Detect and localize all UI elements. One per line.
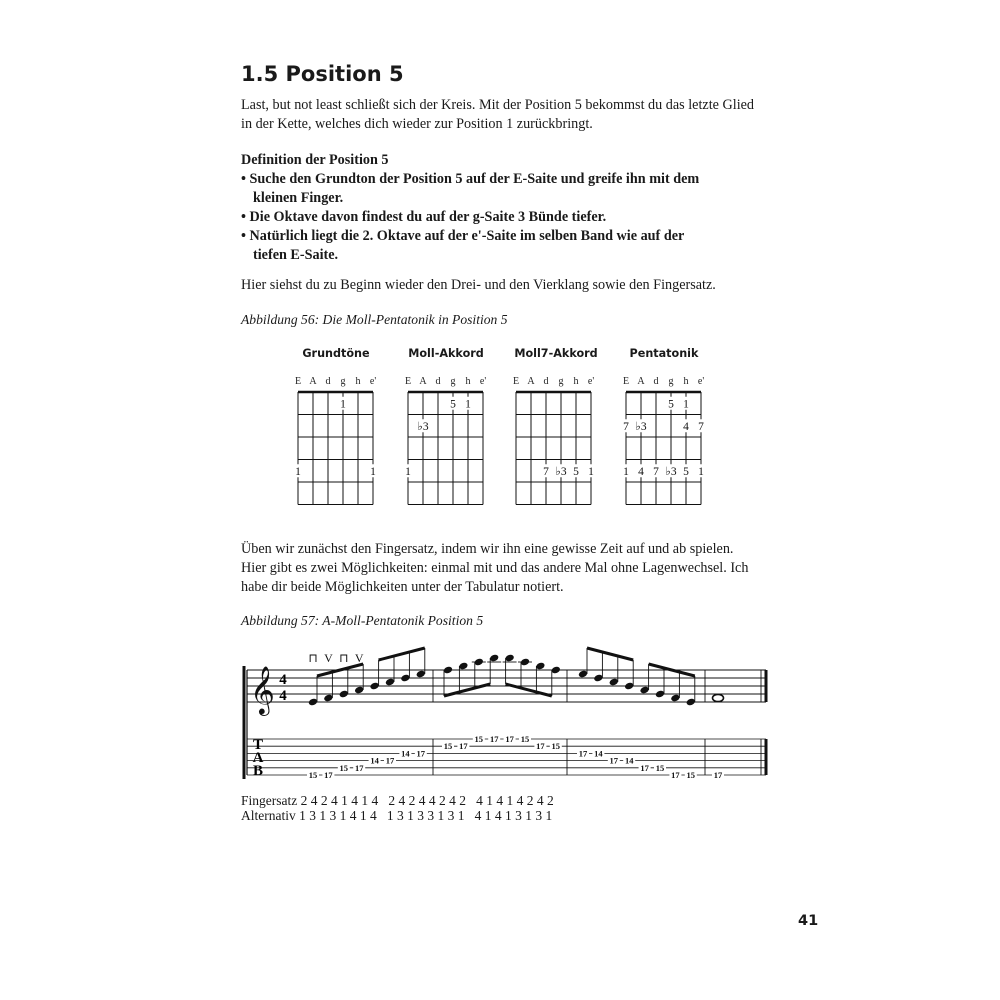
diagram-title-pentatonik: Pentatonik	[629, 347, 699, 360]
notation-and-tab	[0, 640, 1000, 800]
treble-clef: 𝄞	[250, 668, 275, 714]
fingersatz-row	[241, 793, 554, 809]
tab-number: 15	[474, 734, 484, 744]
fret-mark: 7	[543, 465, 549, 478]
tab-number: 17	[354, 762, 364, 773]
figure-56-caption: Abbildung 56: Die Moll-Pentatonik in Position 5	[241, 312, 508, 327]
fingersatz-label: Fingersatz	[241, 793, 298, 808]
tab-number: 15	[443, 741, 453, 752]
tab-number: 17	[640, 762, 649, 773]
string-name-label: g	[340, 376, 346, 387]
tab-number: 17	[324, 770, 333, 780]
tab-number: 17	[671, 770, 680, 780]
tab-number: 17	[459, 741, 468, 752]
fret-mark: 1	[623, 465, 629, 478]
string-name-label: d	[325, 376, 331, 387]
fret-mark: ♭3	[665, 465, 677, 478]
tab-number: 15	[551, 741, 561, 752]
definition-heading: Definition der Position 5	[241, 152, 389, 168]
string-name-label: e'	[369, 376, 377, 387]
string-name-label: d	[435, 376, 441, 387]
string-name-label: d	[543, 376, 549, 387]
definition-bullet-3-line-2: tiefen E-Saite.	[253, 247, 339, 263]
string-name-label: h	[355, 376, 361, 387]
fretboard-1	[291, 376, 380, 505]
definition-bullet-2: • Die Oktave davon findest du auf der g-Saite 3 Bünde tiefer.	[241, 209, 607, 225]
tab-number: 14	[370, 755, 379, 766]
figure-57-caption: Abbildung 57: A-Moll-Pentatonik Position 5	[241, 613, 484, 628]
diagram-title-moll-akkord: Moll-Akkord	[408, 347, 484, 360]
fret-mark: 4	[638, 465, 644, 478]
time-signature-bottom: 4	[279, 688, 287, 704]
fret-mark: 4	[683, 420, 689, 433]
fret-mark: 1	[340, 398, 346, 411]
fret-mark: 1	[465, 398, 471, 411]
tab-number: 17	[713, 770, 723, 780]
fret-mark: 1	[698, 465, 704, 478]
fretboard-4	[619, 376, 708, 505]
paragraph-3	[241, 540, 781, 597]
fret-mark: 5	[668, 398, 674, 411]
string-name-label: A	[309, 376, 317, 387]
tab-clef-letter: B	[252, 763, 264, 779]
fret-mark: 7	[623, 420, 629, 433]
string-name-label: e'	[587, 376, 595, 387]
tab-number: 14	[401, 748, 410, 759]
tab-number: 17	[416, 748, 426, 759]
fret-mark: ♭3	[555, 465, 567, 478]
bowing-mark: V	[324, 651, 333, 665]
fret-mark: 5	[450, 398, 456, 411]
string-name-label: h	[683, 376, 689, 387]
fret-mark: ♭3	[417, 420, 429, 433]
definition-bullet-1-line-2: kleinen Finger.	[253, 190, 344, 206]
time-signature-top: 4	[279, 672, 287, 688]
page-number: 41	[798, 913, 819, 929]
fret-mark: 1	[588, 465, 594, 478]
whole-note	[713, 694, 724, 701]
fret-mark: 7	[698, 420, 704, 433]
string-name-label: E	[404, 376, 412, 387]
string-name-label: g	[668, 376, 674, 387]
tab-number: 17	[578, 748, 588, 759]
definition-bullet-3-line-1: • Natürlich liegt die 2. Oktave auf der e'-Saite im selben Band wie auf der	[241, 228, 685, 244]
fret-mark: ♭3	[635, 420, 647, 433]
fretboard-2	[401, 376, 486, 505]
tab-clef-letter: T	[252, 737, 264, 753]
fretboard-3	[513, 376, 598, 505]
tab-number: 17	[505, 734, 514, 744]
note-beam	[379, 648, 425, 660]
alternativ-label: Alternativ	[241, 808, 296, 823]
string-name-label: g	[450, 376, 456, 387]
intro-line-1: Last, but not least schließt sich der Kreis. Mit der Position 5 bekommst du das letzte Glied	[241, 97, 755, 113]
tab-number: 17	[536, 741, 545, 752]
string-name-label: A	[637, 376, 645, 387]
fret-mark: 1	[295, 465, 301, 478]
fingersatz-values: 2 4 2 4 1 4 1 4 2 4 2 4 4 2 4 2 4 1 4 1 4 2 4 2	[300, 793, 554, 808]
alternativ-row	[241, 808, 552, 824]
fret-mark: 1	[370, 465, 376, 478]
paragraph-2: Hier siehst du zu Beginn wieder den Drei- und den Vierklang sowie den Fingersatz.	[241, 277, 716, 293]
string-name-label: E	[622, 376, 630, 387]
fret-mark: 5	[573, 465, 579, 478]
paragraph-3-line-2: Hier gibt es zwei Möglichkeiten: einmal mit und das andere Mal ohne Lagenwechsel. Ich	[241, 560, 749, 576]
intro-line-2: in der Kette, welches dich wieder zur Position 1 zurückbringt.	[241, 116, 593, 132]
string-name-label: e'	[697, 376, 705, 387]
tab-number: 14	[624, 755, 634, 766]
string-name-label: E	[294, 376, 302, 387]
string-name-label: E	[512, 376, 520, 387]
fret-mark: 7	[653, 465, 659, 478]
string-name-label: h	[465, 376, 471, 387]
fret-mark: 1	[683, 398, 689, 411]
bowing-mark: V	[354, 651, 364, 665]
tab-number: 14	[594, 748, 603, 759]
tab-number: 15	[655, 762, 665, 773]
string-name-label: g	[558, 376, 564, 387]
string-name-label: d	[653, 376, 659, 387]
tab-number: 17	[385, 755, 395, 766]
string-name-label: A	[527, 376, 535, 387]
tab-clef-letter: A	[252, 750, 264, 766]
tab-number: 15	[308, 770, 318, 780]
tab-number: 15	[339, 762, 349, 773]
alternativ-values: 1 3 1 3 1 4 1 4 1 3 1 3 3 1 3 1 4 1 4 1 3 1 3 1	[299, 808, 553, 823]
tab-number: 15	[686, 770, 696, 780]
string-name-label: A	[419, 376, 427, 387]
fret-mark: 5	[683, 465, 689, 478]
tab-number: 15	[520, 734, 530, 744]
diagram-title-moll7-akkord: Moll7-Akkord	[514, 347, 598, 360]
string-name-label: e'	[479, 376, 487, 387]
bowing-mark: ⊓	[308, 651, 318, 665]
note-beam	[587, 648, 633, 660]
bowing-mark: ⊓	[339, 651, 349, 665]
tab-number: 17	[489, 734, 499, 744]
fret-mark: 1	[405, 465, 411, 478]
paragraph-3-line-1: Üben wir zunächst den Fingersatz, indem wir ihn eine gewisse Zeit auf und ab spielen.	[241, 541, 734, 557]
paragraph-3-line-3: habe dir beide Möglichkeiten unter der Tabulatur notiert.	[241, 579, 564, 595]
section-title: 1.5 Position 5	[241, 62, 404, 86]
string-name-label: h	[573, 376, 579, 387]
tab-number: 17	[609, 755, 619, 766]
diagram-title-grundtoene: Grundtöne	[302, 347, 370, 360]
definition-bullet-1-line-1: • Suche den Grundton der Position 5 auf der E-Saite und greife ihn mit dem	[241, 171, 700, 187]
